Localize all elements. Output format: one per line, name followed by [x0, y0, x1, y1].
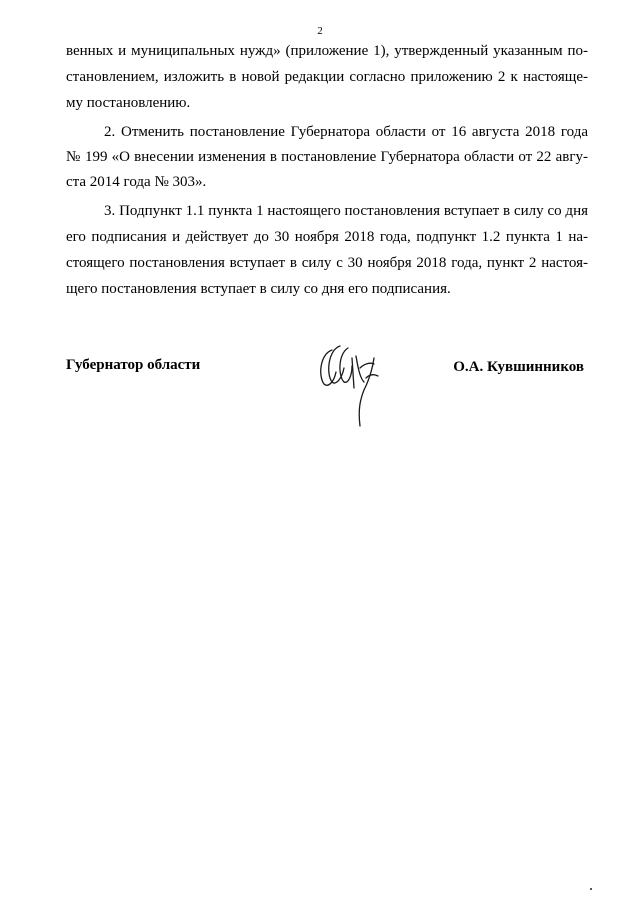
text-line: му постановлению. — [66, 95, 191, 111]
signer-name: О.А. Кувшинников — [453, 359, 584, 375]
text-line: становлением, изложить в новой редакции согласно приложению 2 к настояще- — [66, 69, 588, 85]
text-line: его подписания и действует до 30 ноября 2018 года, подпункт 1.2 пункта 1 на- — [66, 229, 588, 245]
signer-position: Губернатор области — [66, 357, 201, 373]
text-line: ста 2014 года № 303». — [66, 174, 207, 190]
text-line: стоящего постановления вступает в силу с 30 ноября 2018 года, пункт 2 настоя- — [66, 255, 588, 271]
text-line: венных и муниципальных нужд» (приложение 1), утвержденный указанным по- — [66, 43, 588, 59]
text-line: № 199 «О внесении изменения в постановление Губернатора области от 22 авгу- — [66, 149, 588, 165]
text-line: 2. Отменить постановление Губернатора области от 16 августа 2018 года — [104, 124, 588, 140]
scan-speck — [590, 888, 592, 890]
page-number: 2 — [317, 25, 323, 37]
text-line: 3. Подпункт 1.1 пункта 1 настоящего постановления вступает в силу со дня — [104, 203, 588, 219]
handwritten-signature — [314, 338, 394, 434]
text-line: щего постановления вступает в силу со дня его подписания. — [66, 281, 451, 297]
